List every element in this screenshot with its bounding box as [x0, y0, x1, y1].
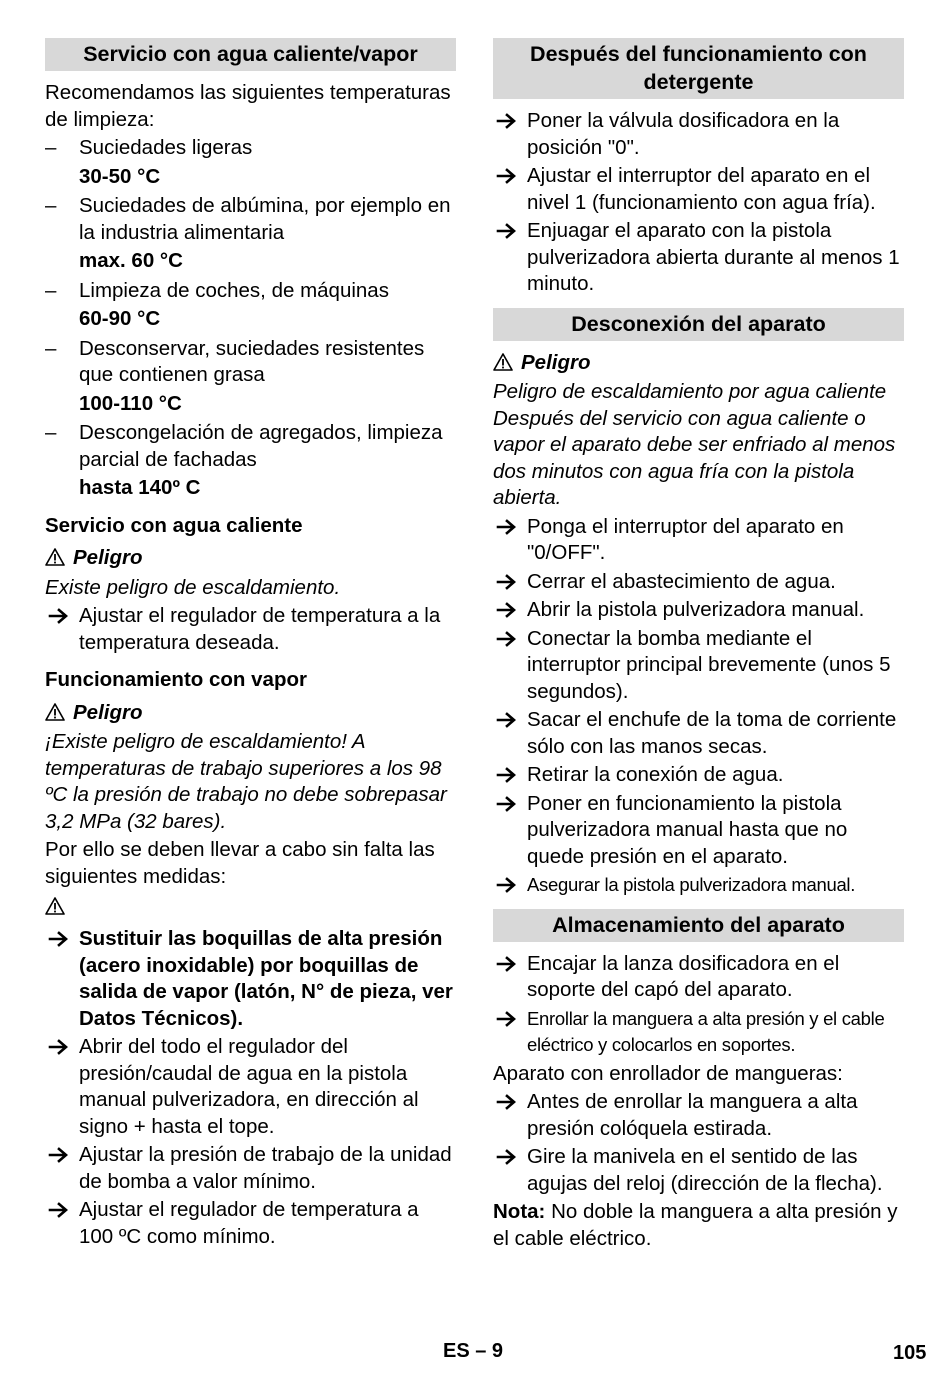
note-label: Nota: — [493, 1200, 546, 1223]
left-column — [45, 38, 456, 1252]
temperature-value: 60-90 °C — [79, 307, 161, 330]
step-item: Ponga el interruptor del aparato en "0/OFF". — [493, 514, 904, 567]
danger-text: Peligro de escaldamiento por agua caliente Después del servicio con agua caliente o vapor el aparato debe ser enfriado al menos dos minutos con agua fría con la pistola abierta. — [493, 380, 896, 509]
step-item: Asegurar la pistola pulverizadora manual. — [493, 872, 904, 899]
right-column — [493, 38, 904, 1254]
danger-label: Peligro — [45, 700, 456, 727]
step-item: Sustituir las boquillas de alta presión (acero inoxidable) por boquillas de salida de vapor (latón, N° de pieza, ver Datos Técnicos). — [45, 926, 456, 1032]
step-item: Poner la válvula dosificadora en la posición "0". — [493, 108, 904, 161]
list-item: – Suciedades ligeras — [45, 135, 456, 162]
arrow-right-icon — [493, 573, 521, 591]
list-item: – Descongelación de agregados, limpieza parcial de fachadas — [45, 421, 443, 471]
list-item: – Suciedades de albúmina, por ejemplo en la industria alimentaria — [45, 194, 451, 244]
step-item: Enjuagar el aparato con la pistola pulverizadora abierta durante al menos 1 minuto. — [493, 218, 904, 298]
arrow-right-icon — [493, 795, 521, 813]
step-item: Conectar la bomba mediante el interruptor principal brevemente (unos 5 segundos). — [493, 626, 904, 706]
temperature-value: hasta 140º C — [79, 476, 201, 499]
arrow-right-icon — [45, 1038, 73, 1056]
arrow-right-icon — [493, 1010, 521, 1028]
step-item: Sacar el enchufe de la toma de corriente sólo con las manos secas. — [493, 707, 904, 760]
subheading-hot-water: Servicio con agua caliente — [45, 513, 303, 537]
step-item: Ajustar el regulador de temperatura a la temperatura deseada. — [45, 603, 456, 656]
step-item: Ajustar el interruptor del aparato en el nivel 1 (funcionamiento con agua fría). — [493, 163, 904, 216]
arrow-right-icon — [493, 518, 521, 536]
dash-bullet: – — [45, 336, 57, 360]
arrow-right-icon — [45, 930, 73, 948]
step-item: Abrir la pistola pulverizadora manual. — [493, 597, 904, 624]
step-item: Antes de enrollar la manguera a alta presión colóquela estirada. — [493, 1089, 904, 1142]
arrow-right-icon — [493, 711, 521, 729]
section-heading-disconnect: Desconexión del aparato — [493, 308, 904, 341]
step-item: Ajustar la presión de trabajo de la unidad de bomba a valor mínimo. — [45, 1142, 456, 1195]
step-item: Encajar la lanza dosificadora en el soporte del capó del aparato. — [493, 951, 904, 1004]
arrow-right-icon — [493, 1093, 521, 1111]
arrow-right-icon — [45, 1146, 73, 1164]
step-item: Enrollar la manguera a alta presión y el cable eléctrico y colocarlos en soportes. — [493, 1006, 904, 1059]
section-heading-after-detergent: Después del funcionamiento con detergente — [493, 38, 904, 99]
temperature-value: 100-110 °C — [79, 391, 182, 415]
dash-bullet: – — [45, 194, 57, 217]
page-number: 105 — [893, 1342, 927, 1364]
step-item: Ajustar el regulador de temperatura a 100 ºC como mínimo. — [45, 1197, 456, 1250]
dash-bullet: – — [45, 278, 57, 302]
arrow-right-icon — [493, 601, 521, 619]
danger-text: ¡Existe peligro de escaldamiento! A temperaturas de trabajo superiores a los 98 ºC la presión de trabajo no debe sobrepasar 3,2 MPa (32 bares). — [45, 730, 447, 833]
warning-triangle-icon — [45, 897, 65, 915]
step-item: Cerrar el abastecimiento de agua. — [493, 569, 904, 596]
arrow-right-icon — [493, 1148, 521, 1166]
arrow-right-icon — [493, 630, 521, 648]
step-item: Poner en funcionamiento la pistola pulverizadora manual hasta que no quede presión en el aparato. — [493, 791, 904, 871]
warning-marker — [45, 894, 456, 920]
subheading-steam: Funcionamiento con vapor — [45, 668, 307, 691]
step-item: Retirar la conexión de agua. — [493, 762, 904, 789]
list-item: – Desconservar, suciedades resistentes que contienen grasa — [45, 336, 425, 386]
arrow-right-icon — [493, 167, 521, 185]
arrow-right-icon — [45, 1201, 73, 1219]
danger-text: Existe peligro de escaldamiento. — [45, 575, 341, 599]
section-heading-storage: Almacenamiento del aparato — [493, 909, 904, 942]
list-item: – Limpieza de coches, de máquinas — [45, 278, 456, 305]
note — [493, 1199, 904, 1252]
danger-label: Peligro — [45, 545, 456, 572]
note-text: No doble la manguera a alta presión y el cable eléctrico. — [493, 1200, 898, 1250]
warning-triangle-icon — [493, 353, 513, 371]
arrow-right-icon — [493, 222, 521, 240]
measures-intro: Por ello se deben llevar a cabo sin falta las siguientes medidas: — [45, 838, 435, 888]
temperature-value: 30-50 °C — [79, 164, 161, 188]
danger-label: Peligro — [493, 350, 904, 377]
step-item: Abrir del todo el regulador del presión/caudal de agua en la pistola manual pulverizadora, en dirección al signo + hasta el tope. — [45, 1034, 456, 1140]
intro-text: Recomendamos las siguientes temperaturas de limpieza: — [45, 81, 451, 131]
arrow-right-icon — [493, 766, 521, 784]
arrow-right-icon — [45, 607, 73, 625]
step-item: Gire la manivela en el sentido de las agujas del reloj (dirección de la flecha). — [493, 1144, 904, 1197]
arrow-right-icon — [493, 955, 521, 973]
dash-bullet: – — [45, 136, 57, 159]
dash-bullet: – — [45, 421, 57, 444]
arrow-right-icon — [493, 112, 521, 130]
warning-triangle-icon — [45, 703, 65, 721]
warning-triangle-icon — [45, 548, 65, 566]
reel-intro: Aparato con enrollador de mangueras: — [493, 1061, 843, 1085]
temperature-value: max. 60 °C — [79, 249, 183, 272]
arrow-right-icon — [493, 876, 521, 894]
footer-section-code: ES – 9 — [443, 1340, 504, 1362]
section-heading-hot-water-steam: Servicio con agua caliente/vapor — [45, 38, 456, 71]
